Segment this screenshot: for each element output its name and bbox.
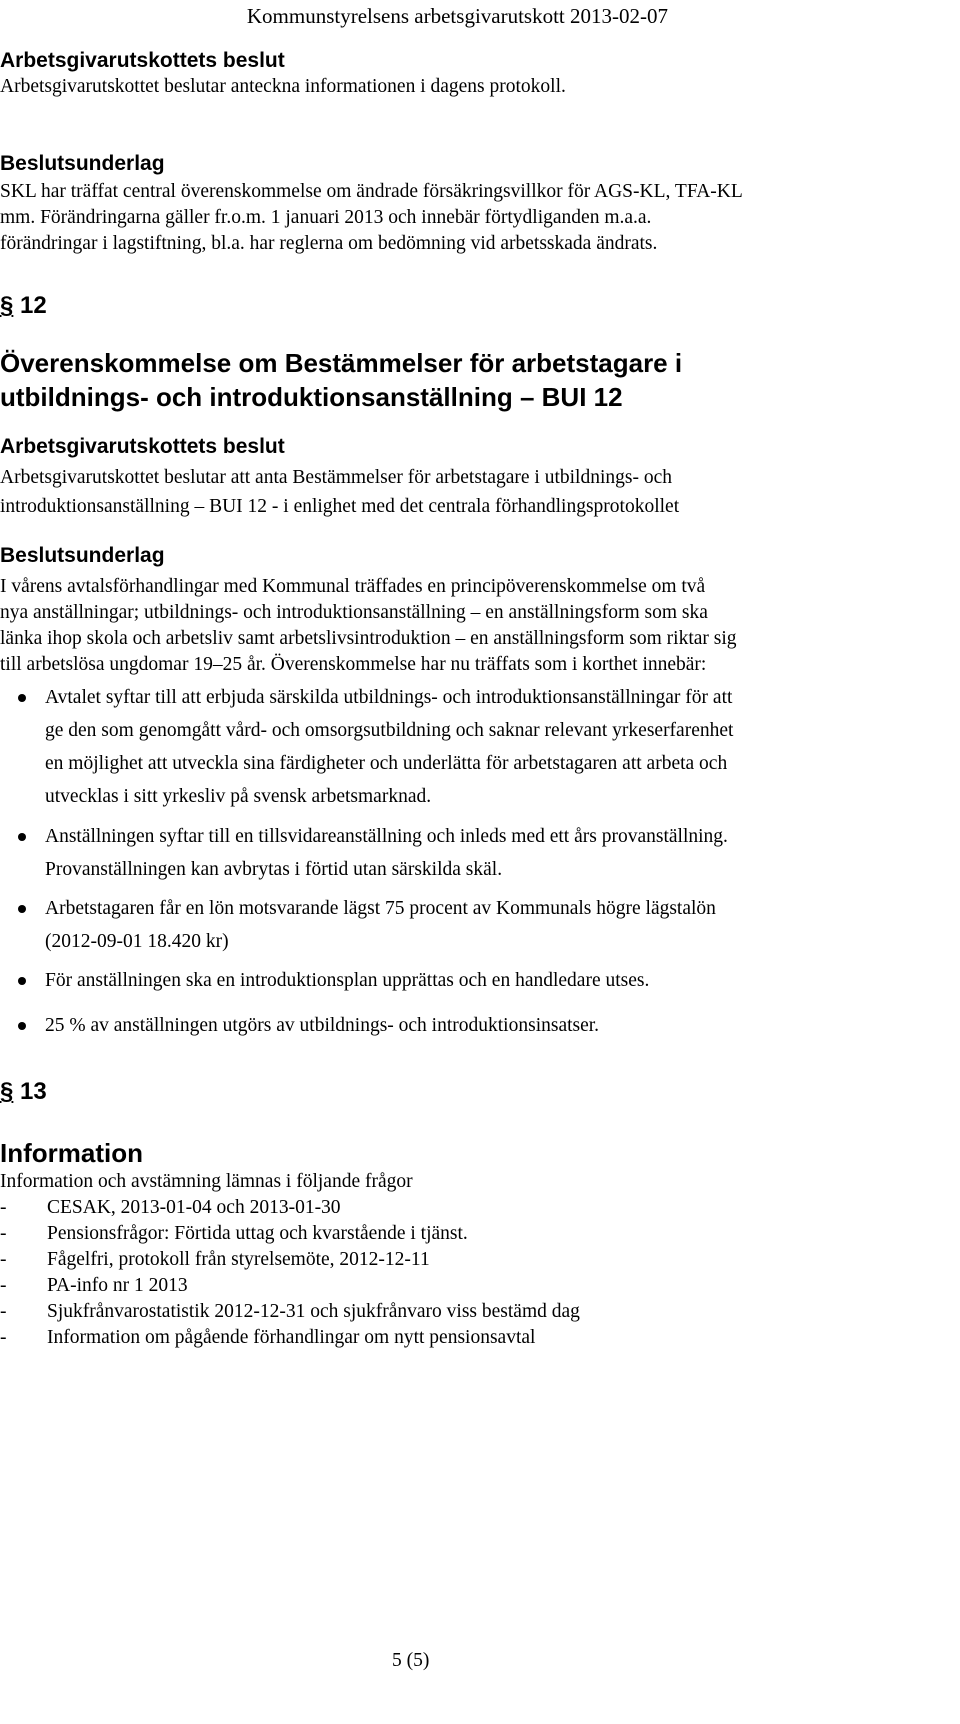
decision-line: introduktionsanställning – BUI 12 - i enlighet med det centrala förhandlingsprotokollet — [0, 496, 680, 517]
paragraph-sign: § — [0, 292, 14, 319]
page-number: 5 (5) — [392, 1650, 430, 1671]
decision-heading: Arbetsgivarutskottets beslut — [0, 435, 285, 458]
dash: - — [0, 1223, 7, 1244]
bullet-line: Arbetstagaren får en lön motsvarande lägst 75 procent av Kommunals högre lägstalön — [45, 898, 716, 919]
bullet-line: Provanställningen kan avbrytas i förtid utan särskilda skäl. — [45, 859, 503, 880]
info-intro: Information och avstämning lämnas i följande frågor — [0, 1171, 413, 1192]
bullet-dot — [18, 905, 26, 913]
list-item: Fågelfri, protokoll från styrelsemöte, 2012-12-11 — [47, 1249, 430, 1270]
bullet-line: utvecklas i sitt yrkesliv på svensk arbetsmarknad. — [45, 786, 432, 807]
decision-heading: Arbetsgivarutskottets beslut — [0, 49, 285, 72]
basis-line: förändringar i lagstiftning, bl.a. har reglerna om bedömning vid arbetsskada ändrats. — [0, 233, 658, 254]
section-13-heading — [0, 1078, 47, 1106]
bullet-line: Anställningen syftar till en tillsvidareanställning och inleds med ett års provanställning. — [45, 826, 728, 847]
dash: - — [0, 1249, 7, 1270]
bullet-line: Avtalet syftar till att erbjuda särskilda utbildnings- och introduktionsanställningar för att — [45, 687, 733, 708]
bullet-dot — [18, 977, 26, 985]
basis-line: SKL har träffat central överenskommelse om ändrade försäkringsvillkor för AGS-KL, TFA-KL — [0, 181, 743, 202]
bullet-line: (2012-09-01 18.420 kr) — [45, 931, 229, 952]
bullet-dot — [18, 694, 26, 702]
section-title: utbildnings- och introduktionsanställning – BUI 12 — [0, 382, 623, 412]
list-item: Pensionsfrågor: Förtida uttag och kvarstående i tjänst. — [47, 1223, 468, 1244]
bullet-line: För anställningen ska en introduktionsplan upprättas och en handledare utses. — [45, 970, 650, 991]
paragraph-sign: § — [0, 1078, 14, 1105]
list-item: Information om pågående förhandlingar om nytt pensionsavtal — [47, 1327, 536, 1348]
list-item: CESAK, 2013-01-04 och 2013-01-30 — [47, 1197, 341, 1218]
section-12-heading — [0, 292, 47, 320]
section-number: 12 — [20, 292, 47, 319]
basis-line: till arbetslösa ungdomar 19–25 år. Överenskommelse har nu träffats som i korthet innebär: — [0, 654, 707, 675]
dash: - — [0, 1197, 7, 1218]
decision-text: Arbetsgivarutskottet beslutar anteckna informationen i dagens protokoll. — [0, 76, 566, 97]
bullet-line: en möjlighet att utveckla sina färdigheter och underlätta för arbetstagaren att arbeta och — [45, 753, 728, 774]
section-title: Information — [0, 1138, 143, 1168]
basis-line: länka ihop skola och arbetsliv samt arbetslivsintroduktion – en anställningsform som riktar sig — [0, 628, 737, 649]
dash: - — [0, 1275, 7, 1296]
dash: - — [0, 1301, 7, 1322]
basis-line: I vårens avtalsförhandlingar med Kommunal träffades en principöverenskommelse om två — [0, 576, 706, 597]
basis-heading: Beslutsunderlag — [0, 544, 165, 567]
bullet-line: 25 % av anställningen utgörs av utbildnings- och introduktionsinsatser. — [45, 1015, 600, 1036]
bullet-dot — [18, 833, 26, 841]
section-number: 13 — [20, 1078, 47, 1105]
dash: - — [0, 1327, 7, 1348]
basis-line: mm. Förändringarna gäller fr.o.m. 1 januari 2013 och innebär förtydliganden m.a.a. — [0, 207, 652, 228]
list-item: PA-info nr 1 2013 — [47, 1275, 188, 1296]
bullet-line: ge den som genomgått vård- och omsorgsutbildning och saknar relevant yrkeserfarenhet — [45, 720, 734, 741]
page-header: Kommunstyrelsens arbetsgivarutskott 2013-02-07 — [246, 4, 668, 28]
list-item: Sjukfrånvarostatistik 2012-12-31 och sjukfrånvaro viss bestämd dag — [47, 1301, 580, 1322]
basis-heading: Beslutsunderlag — [0, 152, 165, 175]
basis-line: nya anställningar; utbildnings- och introduktionsanställning – en anställningsform som ska — [0, 602, 708, 623]
section-title: Överenskommelse om Bestämmelser för arbetstagare i — [0, 348, 683, 378]
bullet-dot — [18, 1022, 26, 1030]
decision-line: Arbetsgivarutskottet beslutar att anta Bestämmelser för arbetstagare i utbildnings- och — [0, 467, 673, 488]
